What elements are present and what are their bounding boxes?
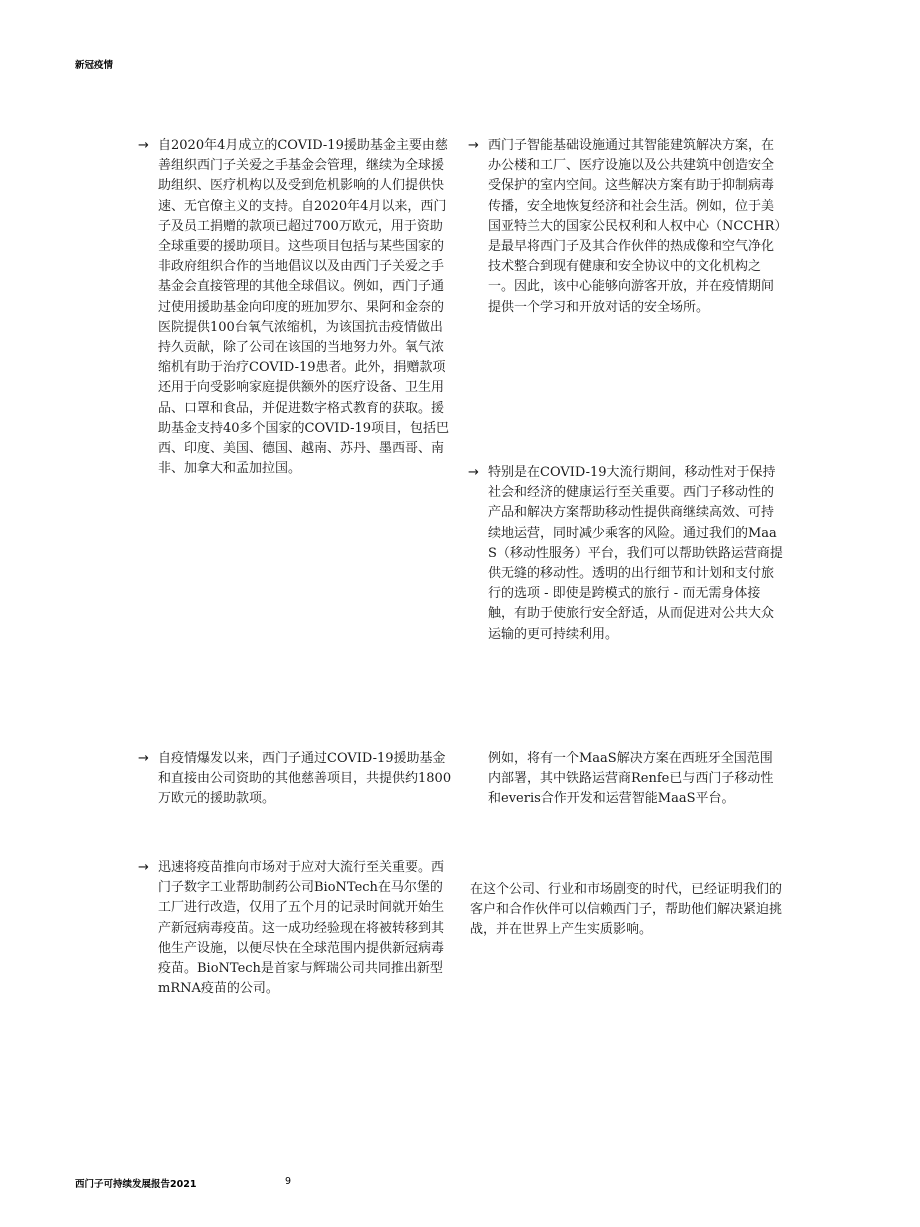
paragraph-text: 特别是在COVID-19大流行期间，移动性对于保持社会和经济的健康运行至关重要。西门子移动性的产品和解决方案帮助移动性提供商继续高效、可持续地运营，同时减少乘客的风险。通过我们的MaaS（移动性服务）平台，我们可以帮助铁路运营商提供无缝的移动性。透明的出行细节和计划和支付旅行的选项 - 即使是跨模式的旅行 - 而无需身体接触，有助于使旅行安全舒适，从而促进对公共大众运输的更可持续利用。 [488,465,783,642]
section-header: 新冠疫情 [75,60,114,71]
arrow-icon: → [468,465,479,480]
right-paragraph-buildings [468,136,784,318]
paragraph-text: 自疫情爆发以来，西门子通过COVID-19援助基金和直接由公司资助的其他慈善项目，共提供约1800万欧元的援助款项。 [158,751,452,807]
left-paragraph-vaccine [138,858,454,999]
arrow-icon: → [138,138,149,153]
right-paragraph-maas-example [488,749,784,810]
arrow-icon: → [138,751,149,766]
paragraph-text: 迅速将疫苗推向市场对于应对大流行至关重要。西门子数字工业帮助制药公司BioNTech在马尔堡的工厂进行改造，仅用了五个月的记录时间就开始生产新冠病毒疫苗。这一成功经验现在将被转移到其他生产设施，以便尽快在全球范围内提供新冠病毒疫苗。BioNTech是首家与辉瑞公司共同推出新型mRNA疫苗的公司。 [158,860,445,997]
left-paragraph-fund [138,136,454,479]
report-title: 西门子可持续发展报告2021 [75,1179,197,1190]
arrow-icon: → [138,860,149,875]
paragraph-text: 自2020年4月成立的COVID-19援助基金主要由慈善组织西门子关爱之手基金会管理，继续为全球援助组织、医疗机构以及受到危机影响的人们提供快速、无官僚主义的支持。自2020年4月以来，西门子及员工捐赠的款项已超过700万欧元，用于资助全球重要的援助项目。这些项目包括与某些国家的非政府组织合作的当地倡议以及由西门子关爱之手基金会直接管理的其他全球倡议。例如，西门子通过使用援助基金向印度的班加罗尔、果阿和金奈的医院提供100台氧气浓缩机，为该国抗击疫情做出持久贡献，除了公司在该国的当地努力外。氧气浓缩机有助于治疗COVID-19患者。此外，捐赠款项还用于向受影响家庭提供额外的医疗设备、卫生用品、口罩和食品，并促进数字格式教育的获取。援助基金支持40多个国家的COVID-19项目，包括巴西、印度、美国、德国、越南、苏丹、墨西哥、南非、加拿大和孟加拉国。 [158,138,450,477]
paragraph-text: 西门子智能基础设施通过其智能建筑解决方案，在办公楼和工厂、医疗设施以及公共建筑中创造安全受保护的室内空间。这些解决方案有助于抑制病毒传播，安全地恢复经济和社会生活。例如，位于美国亚特兰大的国家公民权利和人权中心（NCCHR）是最早将西门子及其合作伙伴的热成像和空气净化技术整合到现有健康和安全协议中的文化机构之一。因此，该中心能够向游客开放，并在疫情期间提供一个学习和开放对话的安全场所。 [488,138,781,315]
paragraph-text: 在这个公司、行业和市场剧变的时代，已经证明我们的客户和合作伙伴可以信赖西门子，帮助他们解决紧迫挑战，并在世界上产生实质影响。 [470,882,783,938]
right-paragraph-conclusion [470,880,785,941]
paragraph-text: 例如，将有一个MaaS解决方案在西班牙全国范围内部署，其中铁路运营商Renfe已与西门子移动性和everis合作开发和运营智能MaaS平台。 [488,751,774,807]
page-number: 9 [285,1176,292,1187]
arrow-icon: → [468,138,479,153]
left-paragraph-donation [138,749,454,810]
right-paragraph-mobility [468,463,784,645]
